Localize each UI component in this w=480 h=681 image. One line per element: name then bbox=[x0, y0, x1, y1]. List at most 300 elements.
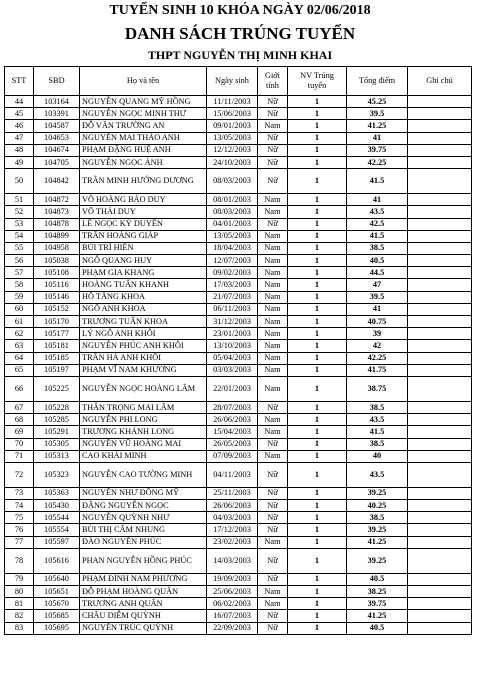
cell-name: NGUYỄN CAO TƯỜNG MINH bbox=[80, 462, 207, 487]
admission-table bbox=[4, 66, 472, 635]
cell-note bbox=[408, 536, 472, 548]
cell-nv: 1 bbox=[288, 573, 347, 585]
col-header-score: Tổng điểm bbox=[347, 67, 408, 96]
cell-gender: Nam bbox=[258, 267, 288, 279]
cell-dob: 23/02/2003 bbox=[207, 536, 258, 548]
cell-note bbox=[408, 242, 472, 254]
cell-gender: Nữ bbox=[258, 548, 288, 573]
cell-score: 40.25 bbox=[347, 500, 408, 512]
table-row bbox=[5, 267, 472, 279]
cell-name: PHẠM ĐẶNG HUỆ ANH bbox=[80, 144, 207, 156]
cell-stt: 47 bbox=[5, 132, 34, 144]
cell-note bbox=[408, 169, 472, 194]
cell-score: 41.25 bbox=[347, 120, 408, 132]
cell-note bbox=[408, 438, 472, 450]
table-row bbox=[5, 364, 472, 376]
cell-dob: 04/11/2003 bbox=[207, 462, 258, 487]
cell-dob: 08/03/2003 bbox=[207, 169, 258, 194]
cell-name: NGUYỄN PHI LONG bbox=[80, 414, 207, 426]
cell-stt: 65 bbox=[5, 364, 34, 376]
cell-nv: 1 bbox=[288, 401, 347, 413]
cell-nv: 1 bbox=[288, 610, 347, 622]
cell-gender: Nữ bbox=[258, 108, 288, 120]
table-row bbox=[5, 230, 472, 242]
cell-name: HOÀNG TUẤN KHANH bbox=[80, 279, 207, 291]
cell-stt: 70 bbox=[5, 438, 34, 450]
cell-note bbox=[408, 487, 472, 499]
cell-dob: 21/07/2003 bbox=[207, 291, 258, 303]
cell-name: NGUYỄN NGỌC HOÀNG LÂM bbox=[80, 376, 207, 401]
cell-note bbox=[408, 500, 472, 512]
cell-sbd: 104872 bbox=[34, 194, 80, 206]
table-row bbox=[5, 194, 472, 206]
cell-dob: 19/09/2003 bbox=[207, 573, 258, 585]
table-row bbox=[5, 169, 472, 194]
cell-gender: Nam bbox=[258, 536, 288, 548]
cell-note bbox=[408, 328, 472, 340]
col-header-dob: Ngày sinh bbox=[207, 67, 258, 96]
cell-sbd: 104878 bbox=[34, 218, 80, 230]
cell-note bbox=[408, 598, 472, 610]
cell-score: 40 bbox=[347, 450, 408, 462]
cell-gender: Nam bbox=[258, 303, 288, 315]
cell-stt: 73 bbox=[5, 487, 34, 499]
col-header-name: Họ và tên bbox=[80, 67, 207, 96]
cell-dob: 24/10/2003 bbox=[207, 156, 258, 168]
cell-note bbox=[408, 230, 472, 242]
cell-gender: Nữ bbox=[258, 438, 288, 450]
cell-gender: Nữ bbox=[258, 622, 288, 634]
cell-dob: 08/01/2003 bbox=[207, 194, 258, 206]
cell-dob: 07/09/2003 bbox=[207, 450, 258, 462]
cell-name: ĐẶNG NGUYỄN NGỌC bbox=[80, 500, 207, 512]
cell-gender: Nam bbox=[258, 426, 288, 438]
cell-stt: 52 bbox=[5, 206, 34, 218]
cell-score: 38.25 bbox=[347, 586, 408, 598]
cell-nv: 1 bbox=[288, 267, 347, 279]
cell-sbd: 104842 bbox=[34, 169, 80, 194]
table-row bbox=[5, 144, 472, 156]
cell-stt: 75 bbox=[5, 512, 34, 524]
cell-dob: 11/11/2003 bbox=[207, 96, 258, 108]
cell-score: 42 bbox=[347, 340, 408, 352]
cell-sbd: 104674 bbox=[34, 144, 80, 156]
cell-name: VÕ THÁI DUY bbox=[80, 206, 207, 218]
table-body bbox=[5, 96, 472, 635]
cell-gender: Nữ bbox=[258, 218, 288, 230]
cell-dob: 31/12/2003 bbox=[207, 316, 258, 328]
cell-note bbox=[408, 364, 472, 376]
cell-note bbox=[408, 279, 472, 291]
table-row bbox=[5, 340, 472, 352]
cell-name: BÙI TRÍ HIỀN bbox=[80, 242, 207, 254]
cell-stt: 68 bbox=[5, 414, 34, 426]
cell-dob: 13/05/2003 bbox=[207, 132, 258, 144]
cell-nv: 1 bbox=[288, 303, 347, 315]
cell-gender: Nữ bbox=[258, 524, 288, 536]
cell-dob: 12/12/2003 bbox=[207, 144, 258, 156]
cell-score: 39.25 bbox=[347, 524, 408, 536]
table-row bbox=[5, 352, 472, 364]
cell-stt: 61 bbox=[5, 316, 34, 328]
cell-sbd: 105225 bbox=[34, 376, 80, 401]
cell-name: NGUYỄN MAI THẢO ANH bbox=[80, 132, 207, 144]
cell-nv: 1 bbox=[288, 622, 347, 634]
cell-dob: 22/09/2003 bbox=[207, 622, 258, 634]
cell-stt: 49 bbox=[5, 156, 34, 168]
cell-nv: 1 bbox=[288, 328, 347, 340]
cell-dob: 06/11/2003 bbox=[207, 303, 258, 315]
cell-gender: Nữ bbox=[258, 500, 288, 512]
cell-stt: 81 bbox=[5, 598, 34, 610]
cell-sbd: 105181 bbox=[34, 340, 80, 352]
cell-gender: Nữ bbox=[258, 96, 288, 108]
cell-dob: 25/06/2003 bbox=[207, 586, 258, 598]
cell-sbd: 105616 bbox=[34, 548, 80, 573]
cell-dob: 23/01/2003 bbox=[207, 328, 258, 340]
cell-nv: 1 bbox=[288, 144, 347, 156]
cell-note bbox=[408, 512, 472, 524]
table-row bbox=[5, 96, 472, 108]
cell-nv: 1 bbox=[288, 586, 347, 598]
table-row bbox=[5, 120, 472, 132]
cell-score: 44.5 bbox=[347, 267, 408, 279]
cell-score: 39.5 bbox=[347, 291, 408, 303]
cell-sbd: 105177 bbox=[34, 328, 80, 340]
cell-name: PHAN NGUYỄN HỒNG PHÚC bbox=[80, 548, 207, 573]
cell-score: 39.75 bbox=[347, 144, 408, 156]
cell-name: TRƯƠNG KHÁNH LONG bbox=[80, 426, 207, 438]
cell-score: 41 bbox=[347, 303, 408, 315]
cell-dob: 26/06/2003 bbox=[207, 414, 258, 426]
cell-name: PHẠM VĨ NAM KHƯƠNG bbox=[80, 364, 207, 376]
cell-name: PHẠM GIA KHANG bbox=[80, 267, 207, 279]
table-row bbox=[5, 524, 472, 536]
cell-name: THÂN TRỌNG MAI LÂM bbox=[80, 401, 207, 413]
cell-note bbox=[408, 303, 472, 315]
cell-stt: 62 bbox=[5, 328, 34, 340]
list-title: DANH SÁCH TRÚNG TUYỂN bbox=[124, 24, 356, 43]
cell-stt: 44 bbox=[5, 96, 34, 108]
cell-sbd: 104873 bbox=[34, 206, 80, 218]
cell-gender: Nam bbox=[258, 364, 288, 376]
table-row bbox=[5, 548, 472, 573]
cell-gender: Nam bbox=[258, 586, 288, 598]
cell-note bbox=[408, 156, 472, 168]
cell-name: NGUYỄN VŨ HOÀNG MAI bbox=[80, 438, 207, 450]
cell-sbd: 105170 bbox=[34, 316, 80, 328]
cell-nv: 1 bbox=[288, 206, 347, 218]
cell-name: TRƯƠNG TUẤN KHOA bbox=[80, 316, 207, 328]
table-row bbox=[5, 610, 472, 622]
cell-note bbox=[408, 132, 472, 144]
table-row bbox=[5, 450, 472, 462]
cell-gender: Nữ bbox=[258, 132, 288, 144]
cell-name: VÕ HOÀNG BẢO DUY bbox=[80, 194, 207, 206]
cell-dob: 15/04/2003 bbox=[207, 426, 258, 438]
cell-score: 40.5 bbox=[347, 622, 408, 634]
table-row bbox=[5, 586, 472, 598]
cell-score: 39.75 bbox=[347, 598, 408, 610]
cell-nv: 1 bbox=[288, 462, 347, 487]
cell-gender: Nam bbox=[258, 598, 288, 610]
cell-score: 38.75 bbox=[347, 376, 408, 401]
cell-nv: 1 bbox=[288, 194, 347, 206]
table-row bbox=[5, 206, 472, 218]
cell-stt: 74 bbox=[5, 500, 34, 512]
cell-dob: 13/05/2003 bbox=[207, 230, 258, 242]
cell-score: 41.5 bbox=[347, 230, 408, 242]
cell-name: NGÔ ANH KHOA bbox=[80, 303, 207, 315]
cell-score: 40.5 bbox=[347, 255, 408, 267]
table-header-row bbox=[5, 67, 472, 96]
cell-nv: 1 bbox=[288, 438, 347, 450]
cell-note bbox=[408, 120, 472, 132]
cell-sbd: 105305 bbox=[34, 438, 80, 450]
cell-dob: 04/03/2003 bbox=[207, 512, 258, 524]
cell-note bbox=[408, 194, 472, 206]
cell-nv: 1 bbox=[288, 536, 347, 548]
cell-sbd: 105695 bbox=[34, 622, 80, 634]
cell-sbd: 105597 bbox=[34, 536, 80, 548]
cell-note bbox=[408, 450, 472, 462]
cell-dob: 13/10/2003 bbox=[207, 340, 258, 352]
cell-note bbox=[408, 108, 472, 120]
cell-dob: 14/03/2003 bbox=[207, 548, 258, 573]
cell-nv: 1 bbox=[288, 132, 347, 144]
cell-score: 38.5 bbox=[347, 401, 408, 413]
cell-nv: 1 bbox=[288, 279, 347, 291]
cell-dob: 06/02/2003 bbox=[207, 598, 258, 610]
cell-nv: 1 bbox=[288, 376, 347, 401]
cell-sbd: 105197 bbox=[34, 364, 80, 376]
col-header-gender: Giới tính bbox=[258, 67, 288, 96]
cell-name: NGUYỄN NGỌC MINH THƯ bbox=[80, 108, 207, 120]
table-row bbox=[5, 512, 472, 524]
exam-title: TUYỂN SINH 10 KHÓA NGÀY 02/06/2018 bbox=[109, 3, 371, 18]
cell-note bbox=[408, 376, 472, 401]
cell-note bbox=[408, 462, 472, 487]
cell-sbd: 104587 bbox=[34, 120, 80, 132]
table-row bbox=[5, 500, 472, 512]
table-row bbox=[5, 573, 472, 585]
cell-nv: 1 bbox=[288, 340, 347, 352]
cell-gender: Nam bbox=[258, 230, 288, 242]
cell-stt: 57 bbox=[5, 267, 34, 279]
cell-stt: 45 bbox=[5, 108, 34, 120]
cell-stt: 76 bbox=[5, 524, 34, 536]
cell-name: ĐỖ PHẠM HOÀNG QUÂN bbox=[80, 586, 207, 598]
cell-stt: 55 bbox=[5, 242, 34, 254]
cell-gender: Nam bbox=[258, 328, 288, 340]
cell-nv: 1 bbox=[288, 108, 347, 120]
cell-dob: 03/03/2003 bbox=[207, 364, 258, 376]
cell-dob: 18/04/2003 bbox=[207, 242, 258, 254]
cell-gender: Nam bbox=[258, 120, 288, 132]
cell-name: NGUYỄN QUANG MỸ HỒNG bbox=[80, 96, 207, 108]
cell-name: NGUYỄN NHƯ ĐỒNG MỸ bbox=[80, 487, 207, 499]
cell-name: CHÂU DIỄM QUỲNH bbox=[80, 610, 207, 622]
cell-sbd: 105038 bbox=[34, 255, 80, 267]
cell-gender: Nữ bbox=[258, 144, 288, 156]
cell-name: PHẠM ĐÌNH NAM PHƯƠNG bbox=[80, 573, 207, 585]
table-row bbox=[5, 316, 472, 328]
cell-nv: 1 bbox=[288, 352, 347, 364]
cell-score: 41.75 bbox=[347, 364, 408, 376]
cell-dob: 17/12/2003 bbox=[207, 524, 258, 536]
cell-stt: 67 bbox=[5, 401, 34, 413]
cell-sbd: 105640 bbox=[34, 573, 80, 585]
cell-dob: 16/07/2003 bbox=[207, 610, 258, 622]
cell-score: 43.5 bbox=[347, 206, 408, 218]
cell-sbd: 105146 bbox=[34, 291, 80, 303]
cell-dob: 09/02/2003 bbox=[207, 267, 258, 279]
cell-note bbox=[408, 206, 472, 218]
cell-note bbox=[408, 352, 472, 364]
table-row bbox=[5, 255, 472, 267]
table-row bbox=[5, 328, 472, 340]
cell-name: LÊ NGỌC KỲ DUYÊN bbox=[80, 218, 207, 230]
cell-nv: 1 bbox=[288, 512, 347, 524]
table-row bbox=[5, 132, 472, 144]
cell-dob: 17/03/2003 bbox=[207, 279, 258, 291]
cell-dob: 04/01/2003 bbox=[207, 218, 258, 230]
cell-gender: Nữ bbox=[258, 573, 288, 585]
cell-dob: 08/03/2003 bbox=[207, 206, 258, 218]
cell-note bbox=[408, 255, 472, 267]
cell-stt: 54 bbox=[5, 230, 34, 242]
cell-nv: 1 bbox=[288, 414, 347, 426]
cell-nv: 1 bbox=[288, 96, 347, 108]
cell-sbd: 105152 bbox=[34, 303, 80, 315]
table-row bbox=[5, 279, 472, 291]
table-row bbox=[5, 622, 472, 634]
table-row bbox=[5, 598, 472, 610]
col-header-nv: NV Trúng tuyển bbox=[288, 67, 347, 96]
table-row bbox=[5, 536, 472, 548]
cell-gender: Nam bbox=[258, 376, 288, 401]
cell-sbd: 105685 bbox=[34, 610, 80, 622]
cell-note bbox=[408, 96, 472, 108]
cell-name: TRẦN HÀ ANH KHÔI bbox=[80, 352, 207, 364]
cell-score: 42.25 bbox=[347, 352, 408, 364]
cell-score: 39 bbox=[347, 328, 408, 340]
col-header-stt: STT bbox=[5, 67, 34, 96]
cell-note bbox=[408, 316, 472, 328]
cell-score: 40.5 bbox=[347, 573, 408, 585]
cell-gender: Nam bbox=[258, 242, 288, 254]
cell-nv: 1 bbox=[288, 291, 347, 303]
table-row bbox=[5, 438, 472, 450]
cell-sbd: 105323 bbox=[34, 462, 80, 487]
cell-note bbox=[408, 218, 472, 230]
cell-score: 43.5 bbox=[347, 414, 408, 426]
cell-score: 38.5 bbox=[347, 438, 408, 450]
cell-stt: 78 bbox=[5, 548, 34, 573]
cell-gender: Nam bbox=[258, 291, 288, 303]
cell-score: 41.25 bbox=[347, 610, 408, 622]
cell-note bbox=[408, 144, 472, 156]
cell-nv: 1 bbox=[288, 500, 347, 512]
table-row bbox=[5, 303, 472, 315]
cell-sbd: 105285 bbox=[34, 414, 80, 426]
cell-gender: Nam bbox=[258, 340, 288, 352]
cell-dob: 05/04/2003 bbox=[207, 352, 258, 364]
cell-sbd: 103164 bbox=[34, 96, 80, 108]
cell-gender: Nữ bbox=[258, 487, 288, 499]
cell-sbd: 105313 bbox=[34, 450, 80, 462]
cell-score: 39.5 bbox=[347, 108, 408, 120]
cell-score: 41.5 bbox=[347, 426, 408, 438]
cell-name: HỒ TĂNG KHOA bbox=[80, 291, 207, 303]
cell-dob: 09/01/2003 bbox=[207, 120, 258, 132]
cell-nv: 1 bbox=[288, 230, 347, 242]
cell-stt: 63 bbox=[5, 340, 34, 352]
cell-gender: Nam bbox=[258, 414, 288, 426]
cell-name: TRƯƠNG ANH QUÂN bbox=[80, 598, 207, 610]
cell-stt: 69 bbox=[5, 426, 34, 438]
cell-sbd: 105430 bbox=[34, 500, 80, 512]
cell-note bbox=[408, 401, 472, 413]
cell-gender: Nam bbox=[258, 450, 288, 462]
cell-nv: 1 bbox=[288, 524, 347, 536]
cell-gender: Nam bbox=[258, 206, 288, 218]
cell-note bbox=[408, 291, 472, 303]
cell-dob: 22/01/2003 bbox=[207, 376, 258, 401]
table-row bbox=[5, 108, 472, 120]
cell-nv: 1 bbox=[288, 218, 347, 230]
cell-stt: 66 bbox=[5, 376, 34, 401]
cell-score: 47 bbox=[347, 279, 408, 291]
cell-dob: 25/11/2003 bbox=[207, 487, 258, 499]
cell-stt: 60 bbox=[5, 303, 34, 315]
cell-name: NGÔ QUANG HUY bbox=[80, 255, 207, 267]
cell-stt: 82 bbox=[5, 610, 34, 622]
cell-sbd: 105544 bbox=[34, 512, 80, 524]
cell-nv: 1 bbox=[288, 120, 347, 132]
table-row bbox=[5, 156, 472, 168]
cell-note bbox=[408, 622, 472, 634]
cell-gender: Nam bbox=[258, 255, 288, 267]
cell-score: 41.25 bbox=[347, 536, 408, 548]
cell-name: NGUYỄN PHÚC ANH KHÔI bbox=[80, 340, 207, 352]
cell-dob: 26/06/2003 bbox=[207, 500, 258, 512]
table-row bbox=[5, 291, 472, 303]
cell-sbd: 104705 bbox=[34, 156, 80, 168]
cell-note bbox=[408, 426, 472, 438]
table-row bbox=[5, 376, 472, 401]
cell-note bbox=[408, 267, 472, 279]
table-row bbox=[5, 487, 472, 499]
cell-nv: 1 bbox=[288, 364, 347, 376]
cell-stt: 79 bbox=[5, 573, 34, 585]
cell-gender: Nam bbox=[258, 316, 288, 328]
cell-name: ĐÀO NGUYỄN PHÚC bbox=[80, 536, 207, 548]
cell-note bbox=[408, 573, 472, 585]
cell-gender: Nam bbox=[258, 194, 288, 206]
cell-sbd: 103391 bbox=[34, 108, 80, 120]
cell-name: NGUYỄN QUỲNH NHƯ bbox=[80, 512, 207, 524]
cell-name: TRẦN HOÀNG GIÁP bbox=[80, 230, 207, 242]
cell-sbd: 105291 bbox=[34, 426, 80, 438]
cell-stt: 71 bbox=[5, 450, 34, 462]
cell-score: 39.25 bbox=[347, 548, 408, 573]
cell-score: 41 bbox=[347, 132, 408, 144]
cell-sbd: 105108 bbox=[34, 267, 80, 279]
cell-sbd: 105651 bbox=[34, 586, 80, 598]
cell-stt: 64 bbox=[5, 352, 34, 364]
cell-stt: 48 bbox=[5, 144, 34, 156]
